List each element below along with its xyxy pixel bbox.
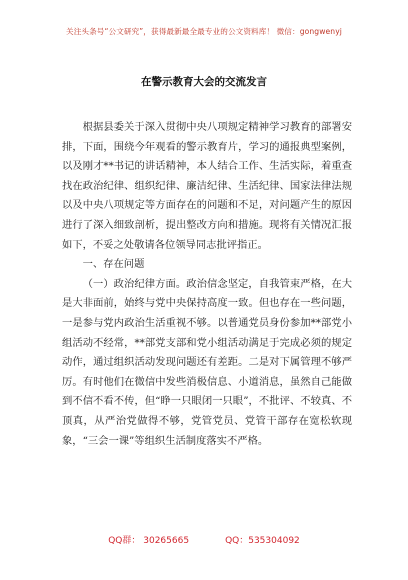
- footer-qq-number: QQ：535304092: [225, 536, 300, 546]
- header-banner: 关注头条号“公文研究”，获得最新最全最专业的公文资料库！ 微信：gongwenyj: [66, 27, 342, 36]
- body-paragraph: （一）政治纪律方面。政治信念坚定，自我管束严格，在大是大非面前，始终与党中央保持高度一致。但也存在一些问题，一是参与党内政治生活重视不够。以普通党员身份参加**部党小组活动不经常，**部党支部和党小组活动满足于完成必须的规定动作，通过组织活动发现问题还有差距。二是对下属管理不够严厉。有时他们在微信中发些消极信息、小道消息，虽然自己能做到不信不看不传，但“睁一只眼闭一只眼”，不批评、不较真、不顶真，从严治党做得不够，党管党员、党管干部存在宽松软现象，“三会一课”等组织生活制度落实不严格。: [62, 277, 352, 447]
- footer-qq-group: QQ群： 30265665: [108, 536, 190, 546]
- document-body: [62, 118, 352, 451]
- section-heading: 一、存在问题: [82, 258, 145, 271]
- intro-paragraph: 根据县委关于深入贯彻中央八项规定精神学习教育的部署安排，下面，围绕今年观看的警示教育片，学习的通报典型案例，以及刚才**书记的讲话精神，本人结合工作、生活实际，着重查找在政治纪律、组织纪律、廉洁纪律、生活纪律、国家法律法规以及中央八项规定等方面存在的问题和不足，对问题产生的原因进行了深入细致剖析，提出整改方向和措施。现将有关情况汇报如下，不妥之处敬请各位领导同志批评指正。: [62, 121, 352, 251]
- footer-contact: [0, 533, 408, 546]
- document-title: 在警示教育大会的交流发言: [141, 76, 267, 88]
